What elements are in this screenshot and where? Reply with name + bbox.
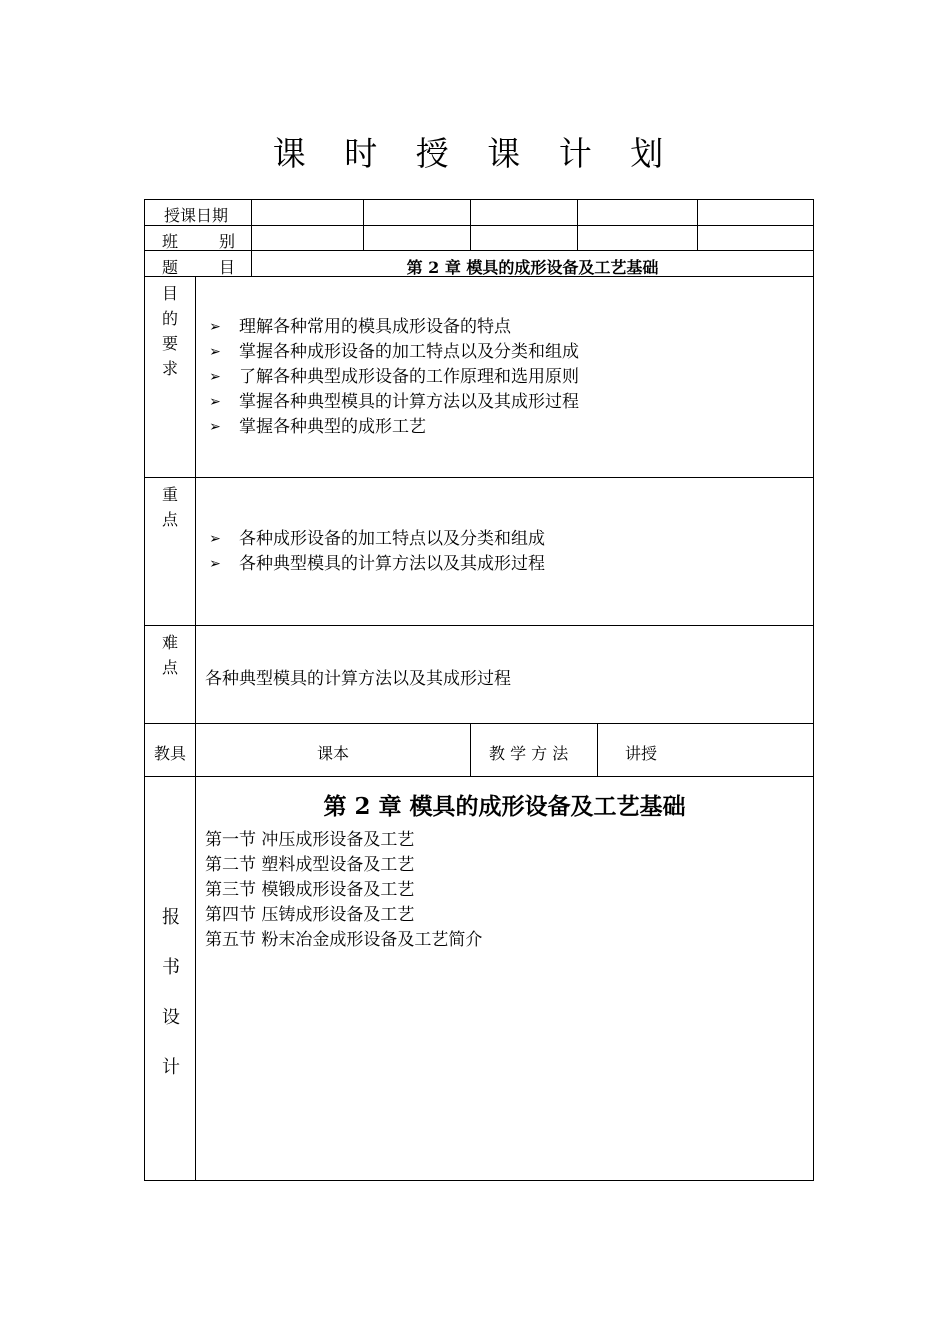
arrow-bullet-icon: ➢: [209, 369, 221, 385]
arrow-bullet-icon: ➢: [209, 531, 221, 547]
key-points-list: [205, 527, 545, 577]
arrow-bullet-icon: ➢: [209, 344, 221, 360]
list-item: ➢ 各种成形设备的加工特点以及分类和组成: [205, 527, 545, 552]
list-item: 第二节 塑料成型设备及工艺: [205, 855, 415, 875]
table-line: [470, 723, 471, 777]
table-line: [144, 477, 814, 478]
list-item: 第一节 冲压成形设备及工艺: [205, 830, 415, 850]
board-sections: [205, 828, 482, 953]
difficulties-label: 难 点: [162, 633, 179, 677]
table-line: [144, 225, 814, 226]
table-line: [363, 199, 364, 251]
table-line: [577, 199, 578, 251]
table-line: [195, 276, 196, 1181]
topic-label-a: 题: [162, 258, 179, 277]
list-item: 第四节 压铸成形设备及工艺: [205, 905, 415, 925]
table-line: [144, 723, 814, 724]
tools-label: 教具: [154, 744, 187, 763]
table-line: [144, 199, 145, 1181]
table-line: [144, 1180, 814, 1181]
list-item: ➢ 掌握各种成形设备的加工特点以及分类和组成: [205, 340, 579, 365]
arrow-bullet-icon: ➢: [209, 419, 221, 435]
list-item: 第五节 粉末冶金成形设备及工艺简介: [205, 930, 483, 950]
list-item: ➢ 理解各种常用的模具成形设备的特点: [205, 315, 579, 340]
table-line: [144, 625, 814, 626]
board-heading: 第 2 章 模具的成形设备及工艺基础: [323, 793, 686, 820]
list-item: ➢ 了解各种典型成形设备的工作原理和选用原则: [205, 365, 579, 390]
table-line: [813, 199, 814, 1181]
table-line: [470, 199, 471, 251]
topic-value: 第 2 章 模具的成形设备及工艺基础: [406, 258, 659, 277]
objectives-list: [205, 315, 579, 440]
page-title: 课 时 授 课 计 划: [272, 134, 678, 173]
list-item: ➢ 掌握各种典型模具的计算方法以及其成形过程: [205, 390, 579, 415]
table-line: [697, 199, 698, 251]
list-item: ➢ 各种典型模具的计算方法以及其成形过程: [205, 552, 545, 577]
key-points-label: 重 点: [162, 485, 179, 529]
teaching-method-label: 教 学 方 法: [489, 744, 569, 763]
date-label: 授课日期: [164, 206, 229, 225]
table-line: [144, 776, 814, 777]
list-item: 第三节 模锻成形设备及工艺: [205, 880, 415, 900]
tools-value: 课本: [316, 744, 349, 763]
difficulties-text: 各种典型模具的计算方法以及其成形过程: [205, 669, 511, 689]
table-line: [144, 199, 814, 200]
class-label-b: 别: [219, 232, 236, 251]
topic-label-b: 目: [219, 258, 236, 277]
board-design-label: 报 书 设 计: [162, 907, 180, 1078]
arrow-bullet-icon: ➢: [209, 556, 221, 572]
objectives-label: 目 的 要 求: [162, 284, 179, 378]
table-line: [597, 723, 598, 777]
list-item: ➢ 掌握各种典型的成形工艺: [205, 415, 579, 440]
arrow-bullet-icon: ➢: [209, 319, 221, 335]
teaching-method-value: 讲授: [625, 744, 658, 763]
class-label-a: 班: [162, 232, 179, 251]
table-line: [144, 250, 814, 251]
arrow-bullet-icon: ➢: [209, 394, 221, 410]
